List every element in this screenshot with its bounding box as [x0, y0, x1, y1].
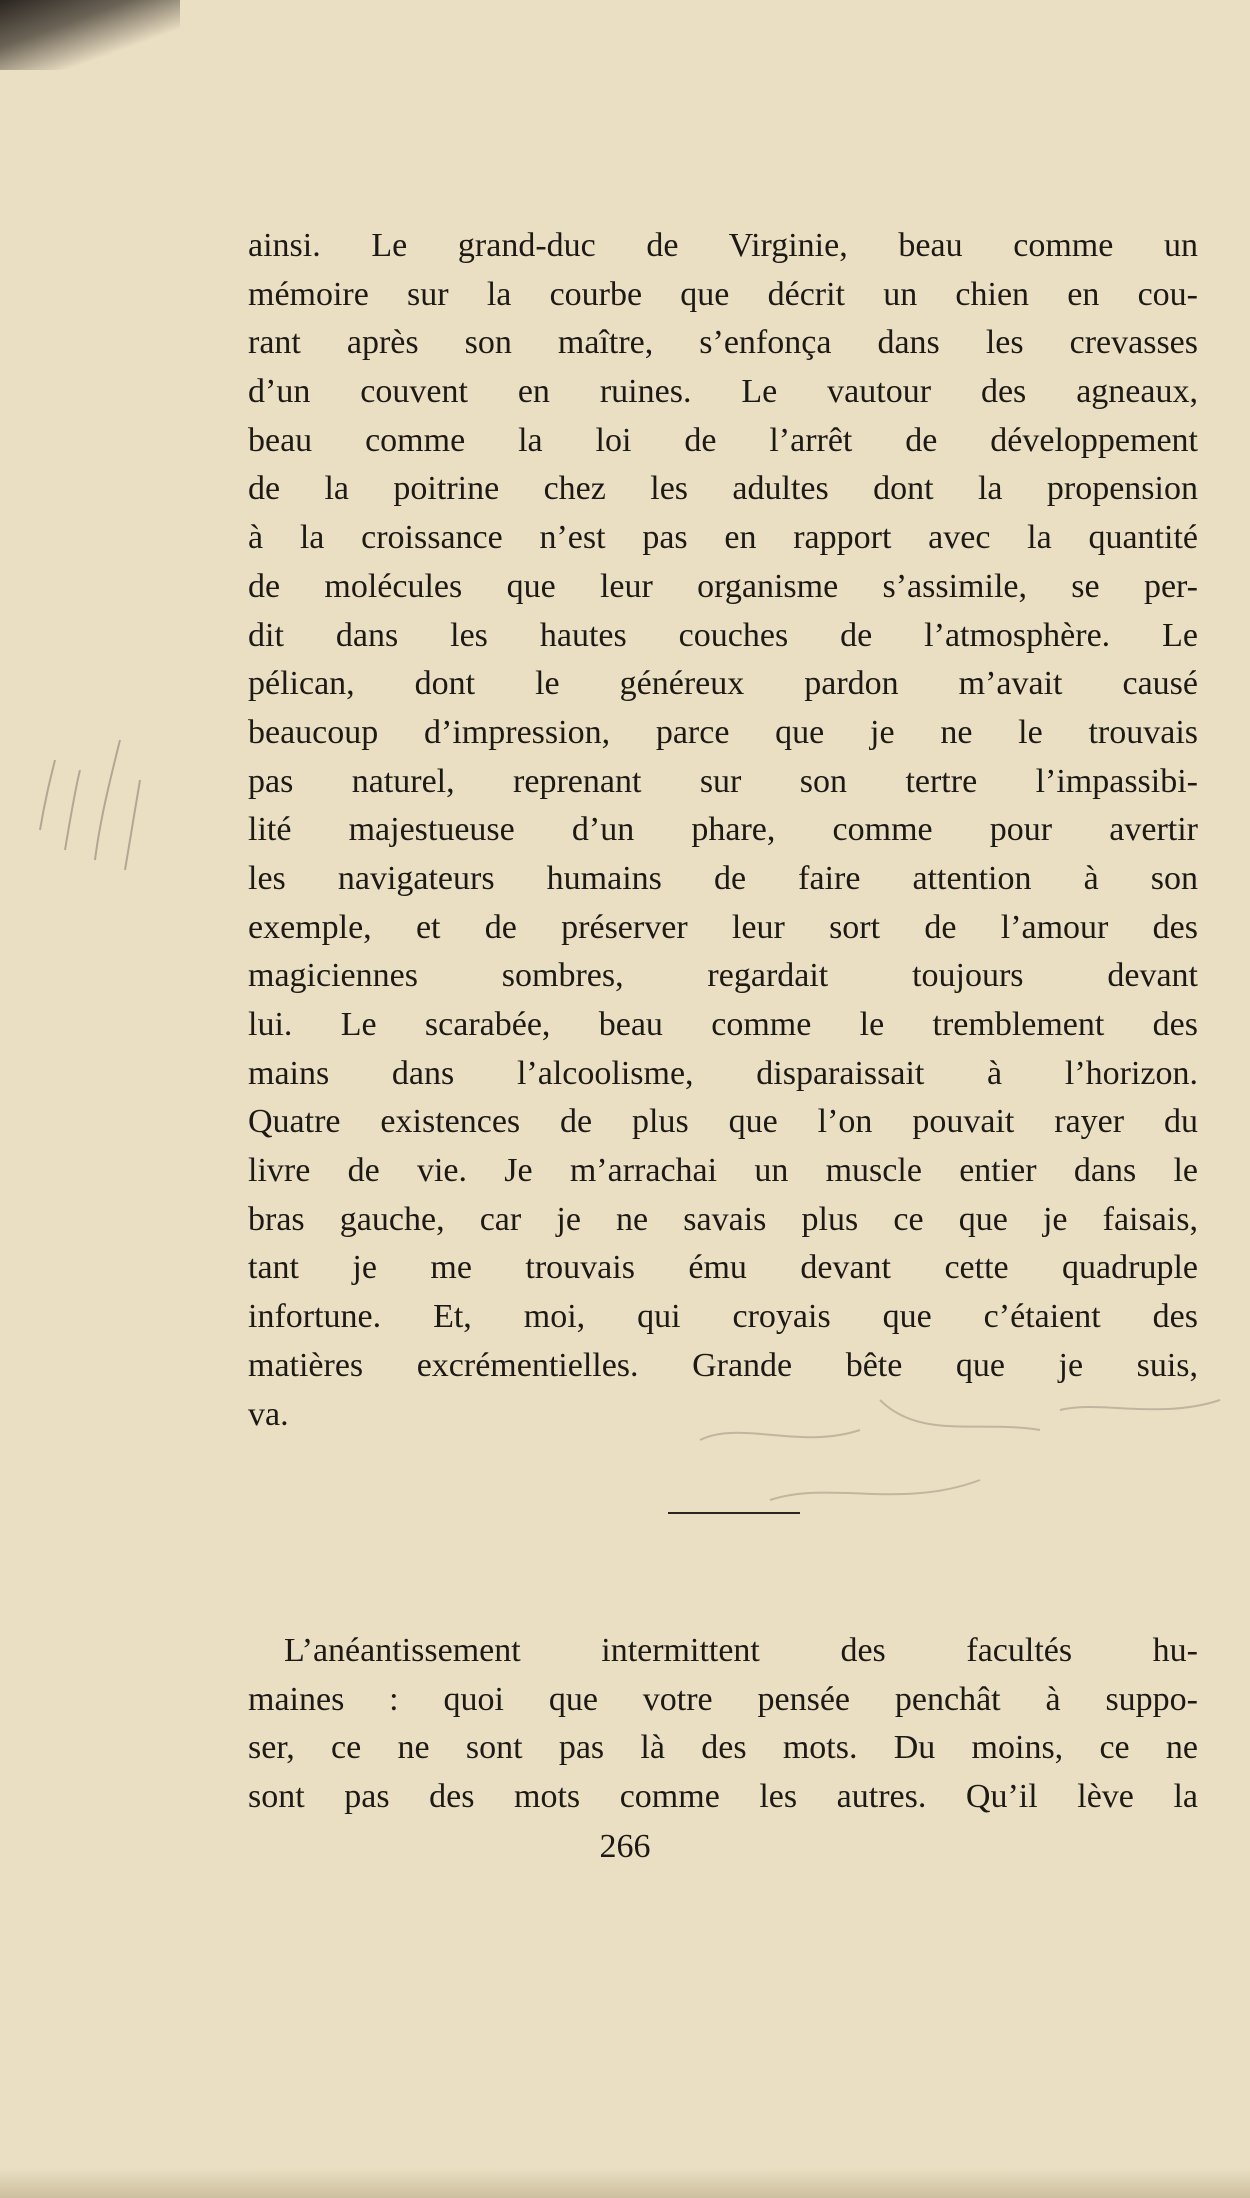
- text-line: de molécules que leur organisme s’assimile, se per-: [248, 567, 1198, 605]
- text-line: lité majestueuse d’un phare, comme pour avertir: [248, 811, 1198, 849]
- text-line: beaucoup d’impression, parce que je ne le trouvais: [248, 713, 1198, 751]
- text-line: mains dans l’alcoolisme, disparaissait à l’horizon.: [248, 1054, 1198, 1092]
- text-line: les navigateurs humains de faire attention à son: [248, 859, 1198, 897]
- page-number: 266: [599, 1828, 651, 1865]
- text-line: à la croissance n’est pas en rapport avec la quantité: [248, 519, 1198, 557]
- page-corner-shadow: [0, 0, 180, 70]
- text-line: bras gauche, car je ne savais plus ce que je faisais,: [248, 1200, 1198, 1238]
- text-line: ainsi. Le grand-duc de Virginie, beau comme un: [248, 227, 1198, 264]
- text-line: livre de vie. Je m’arrachai un muscle entier dans le: [248, 1152, 1198, 1190]
- text-line: Quatre existences de plus que l’on pouvait rayer du: [248, 1103, 1198, 1141]
- paragraph-2: [248, 1627, 1198, 1822]
- text-line: dit dans les hautes couches de l’atmosphère. Le: [248, 616, 1198, 654]
- text-line: ser, ce ne sont pas là des mots. Du moins, ce ne: [248, 1729, 1198, 1767]
- text-line: infortune. Et, moi, qui croyais que c’étaient des: [248, 1298, 1198, 1336]
- text-line: matières excrémentielles. Grande bête que je suis,: [248, 1346, 1198, 1384]
- text-line: de la poitrine chez les adultes dont la propension: [248, 470, 1198, 508]
- text-line: lui. Le scarabée, beau comme le tremblement des: [248, 1006, 1198, 1043]
- text-line: mémoire sur la courbe que décrit un chien en cou-: [248, 275, 1198, 313]
- text-line: magiciennes sombres, regardait toujours devant: [248, 957, 1198, 995]
- text-line: tant je me trouvais ému devant cette quadruple: [248, 1249, 1198, 1287]
- text-line: maines : quoi que votre pensée penchât à suppo-: [248, 1680, 1198, 1718]
- text-line: rant après son maître, s’enfonça dans les crevasses: [248, 324, 1198, 362]
- text-line: sont pas des mots comme les autres. Qu’il lève la: [248, 1778, 1198, 1816]
- text-line: va.: [248, 1395, 289, 1433]
- text-line: beau comme la loi de l’arrêt de développement: [248, 421, 1198, 459]
- text-line: d’un couvent en ruines. Le vautour des agneaux,: [248, 373, 1198, 411]
- section-divider: [668, 1512, 800, 1514]
- paragraph-1: [248, 222, 1198, 1439]
- text-line: pélican, dont le généreux pardon m’avait causé: [248, 665, 1198, 703]
- text-line: L’anéantissement intermittent des facultés hu-: [284, 1632, 1198, 1669]
- handwritten-margin-note: [20, 700, 160, 900]
- page-bottom-edge: [0, 2168, 1250, 2198]
- text-line: exemple, et de préserver leur sort de l’amour des: [248, 908, 1198, 946]
- text-line: pas naturel, reprenant sur son tertre l’impassibi-: [248, 762, 1198, 800]
